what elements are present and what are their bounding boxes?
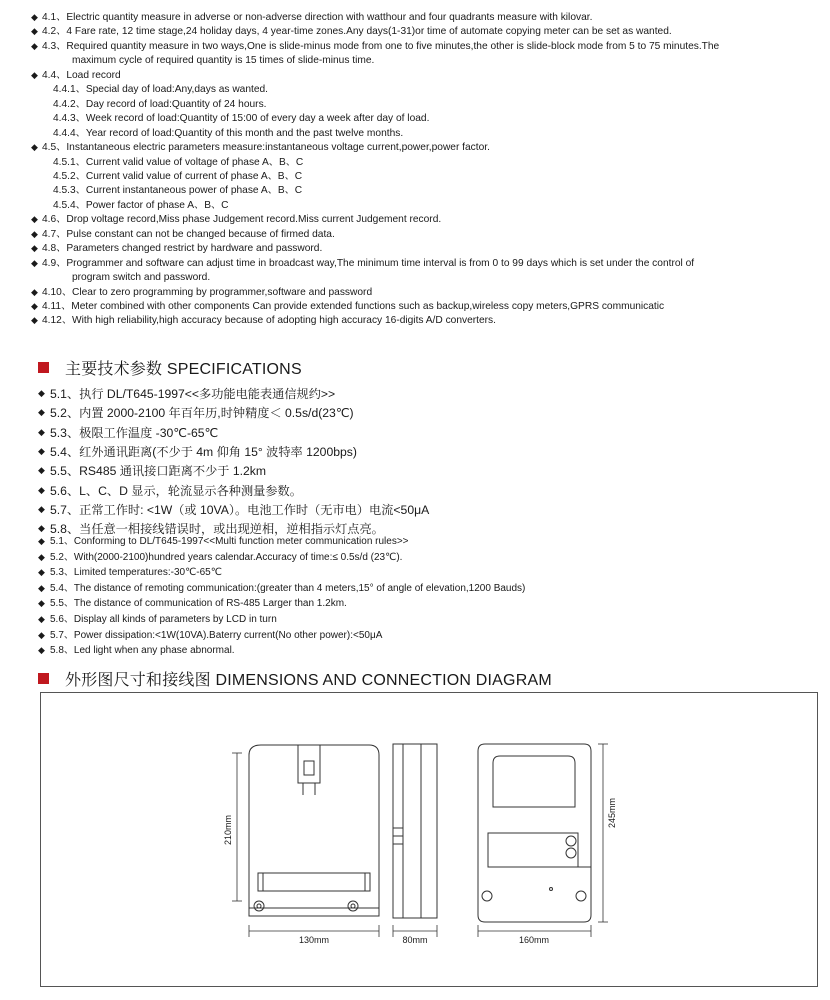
bullet-diamond-icon: ◆	[31, 315, 38, 326]
bullet-diamond-icon: ◆	[38, 598, 45, 609]
feature-item: 4.9、Programmer and software can adjust time in broadcast way,The minimum time interval is from 0 to 99 days which is set under the control of	[42, 257, 695, 269]
bullet-diamond-icon: ◆	[31, 228, 38, 239]
dim-245-label: 245mm	[607, 797, 617, 829]
bullet-diamond-icon: ◆	[31, 40, 38, 51]
spec-en-item: 5.5、The distance of communication of RS-485 Larger than 1.2km.	[50, 598, 347, 610]
spec-en-item: 5.1、Conforming to DL/T645-1997<<Multi function meter communication rules>>	[50, 536, 409, 547]
feature-item: 4.4、Load record	[42, 69, 121, 81]
spec-cn-item: 5.5、RS485 通讯接口距离不少于 1.2km	[50, 464, 267, 479]
feature-item: 4.3、Required quantity measure in two ways,One is slide-minus mode from one to five minutes,the other is slide-block mode from 5 to 75 minutes.The	[42, 40, 720, 52]
spec-en-item: 5.7、Power dissipation:<1W(10VA).Baterry current(No other power):<50μA	[50, 629, 383, 641]
red-square-icon	[38, 362, 49, 373]
bullet-diamond-icon: ◆	[31, 142, 38, 153]
spec-cn-item: 5.2、内置 2000-2100 年百年历,时钟精度＜ 0.5s/d(23℃)	[50, 406, 354, 421]
front-view-drawing	[249, 745, 379, 916]
spec-cn-item: 5.6、L、C、D 显示，轮流显示各种测量参数。	[50, 483, 302, 498]
dim-160-label: 160mm	[518, 935, 550, 945]
bullet-diamond-icon: ◆	[31, 286, 38, 297]
feature-item: 4.4.2、Day record of load:Quantity of 24 hours.	[53, 98, 267, 110]
back-view-drawing	[478, 744, 591, 922]
feature-item: 4.12、With high reliability,high accuracy because of adopting high accuracy 16-digits A/D converters.	[42, 315, 496, 327]
side-view-drawing	[393, 744, 437, 918]
spec-cn-item: 5.3、极限工作温度 -30℃-65℃	[50, 425, 219, 440]
bullet-diamond-icon: ◆	[38, 465, 45, 476]
bullet-diamond-icon: ◆	[38, 445, 45, 456]
specifications-title: 主要技术参数 SPECIFICATIONS	[65, 360, 302, 378]
feature-item: 4.2、4 Fare rate, 12 time stage,24 holiday days, 4 year-time zones.Any days(1-31)or time of automate copying meter can be set as wanted.	[42, 26, 672, 38]
spec-cn-item: 5.4、红外通讯距离(不少于 4m 仰角 15° 波特率 1200bps)	[50, 444, 357, 459]
dimension-diagram	[41, 693, 819, 988]
bullet-diamond-icon: ◆	[38, 536, 45, 546]
bullet-diamond-icon: ◆	[38, 614, 45, 624]
dimensions-title: 外形图尺寸和接线图 DIMENSIONS AND CONNECTION DIAGRAM	[65, 671, 552, 689]
bullet-diamond-icon: ◆	[38, 582, 45, 593]
feature-item: 4.4.1、Special day of load:Any,days as wanted.	[53, 84, 269, 96]
bullet-diamond-icon: ◆	[38, 629, 45, 640]
dim-130-label: 130mm	[298, 935, 330, 945]
bullet-diamond-icon: ◆	[31, 301, 38, 311]
bullet-diamond-icon: ◆	[38, 503, 45, 514]
bullet-diamond-icon: ◆	[38, 407, 45, 418]
spec-cn-item: 5.1、执行 DL/T645-1997<<多功能电能表通信规约>>	[50, 387, 336, 401]
bullet-diamond-icon: ◆	[31, 69, 38, 80]
bullet-diamond-icon: ◆	[38, 388, 45, 398]
spec-en-item: 5.4、The distance of remoting communication:(greater than 4 meters,15° of angle of elevation,1200 Bauds)	[50, 582, 526, 594]
bullet-diamond-icon: ◆	[38, 567, 45, 578]
red-square-icon	[38, 673, 49, 684]
feature-item: 4.5、Instantaneous electric parameters measure:instantaneous voltage current,power,power factor.	[42, 142, 490, 154]
feature-item: 4.5.2、Current valid value of current of phase A、B、C	[53, 170, 303, 182]
dim-80-label: 80mm	[402, 935, 428, 945]
bullet-diamond-icon: ◆	[38, 645, 45, 656]
feature-item: 4.8、Parameters changed restrict by hardware and password.	[42, 243, 323, 255]
dimension-diagram-box	[40, 692, 818, 987]
spec-en-item: 5.8、Led light when any phase abnormal.	[50, 645, 235, 657]
feature-item: program switch and password.	[72, 272, 211, 284]
feature-item: 4.4.3、Week record of load:Quantity of 15:00 of every day a week after day of load.	[53, 113, 430, 125]
bullet-diamond-icon: ◆	[31, 257, 38, 268]
feature-item: 4.5.1、Current valid value of voltage of phase A、B、C	[53, 156, 304, 168]
bullet-diamond-icon: ◆	[38, 523, 45, 534]
spec-en-item: 5.3、Limited temperatures:-30℃-65℃	[50, 567, 222, 579]
spec-cn-item: 5.7、正常工作时: <1W（或 10VA）。电池工作时（无市电）电流<50μA	[50, 502, 430, 517]
bullet-diamond-icon: ◆	[31, 214, 38, 225]
dim-210-label: 210mm	[223, 814, 233, 846]
bullet-diamond-icon: ◆	[31, 243, 38, 254]
feature-item: 4.5.4、Power factor of phase A、B、C	[53, 199, 229, 211]
spec-cn-item: 5.8、当任意一相接线错误时，或出现逆相，逆相指示灯点亮。	[50, 522, 384, 537]
bullet-diamond-icon: ◆	[38, 426, 45, 437]
feature-item: 4.10、Clear to zero programming by programmer,software and password	[42, 286, 373, 298]
feature-item: maximum cycle of required quantity is 15 times of slide-minus time.	[72, 55, 375, 67]
bullet-diamond-icon: ◆	[31, 12, 38, 22]
bullet-diamond-icon: ◆	[38, 551, 45, 562]
bullet-diamond-icon: ◆	[38, 484, 45, 495]
feature-item: 4.5.3、Current instantaneous power of phase A、B、C	[53, 185, 303, 197]
dimensions-heading	[38, 668, 552, 688]
feature-item: 4.7、Pulse constant can not be changed because of firmed data.	[42, 228, 335, 240]
feature-item: 4.1、Electric quantity measure in adverse or non-adverse direction with watthour and four quadrants measure with kilovar.	[42, 12, 593, 23]
spec-en-item: 5.2、With(2000-2100)hundred years calendar.Accuracy of time:≤ 0.5s/d (23℃).	[50, 551, 403, 563]
spec-en-item: 5.6、Display all kinds of parameters by LCD in turn	[50, 614, 277, 625]
feature-item: 4.11、Meter combined with other components Can provide extended functions such as backup,wireless copy meters,GPRS communicatic	[42, 301, 665, 312]
bullet-diamond-icon: ◆	[31, 26, 38, 37]
feature-item: 4.4.4、Year record of load:Quantity of this month and the past twelve months.	[53, 127, 404, 139]
feature-item: 4.6、Drop voltage record,Miss phase Judgement record.Miss current Judgement record.	[42, 214, 442, 226]
specifications-heading	[38, 357, 302, 377]
